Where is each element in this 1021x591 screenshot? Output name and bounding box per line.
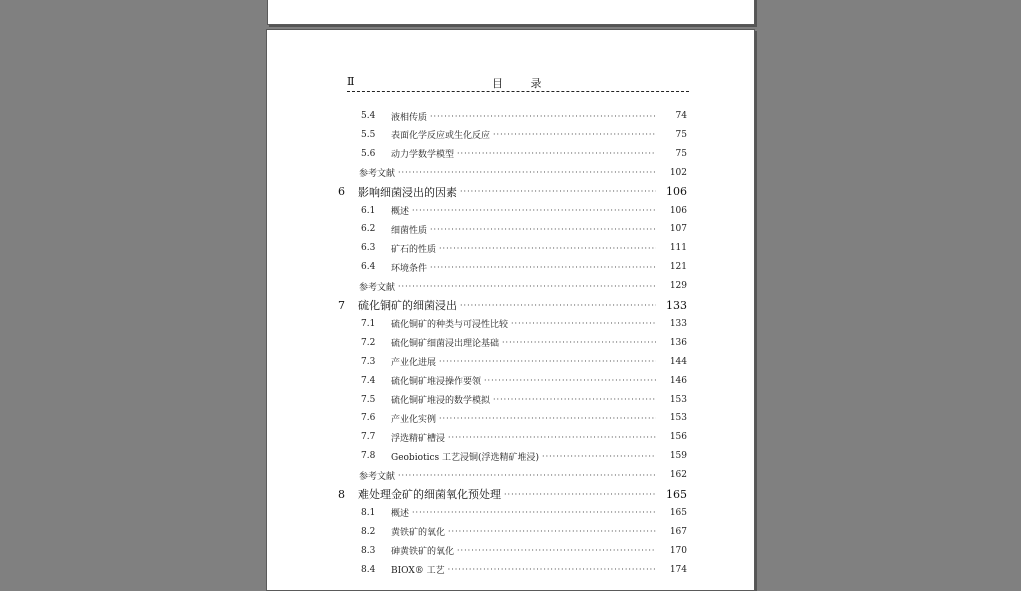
dot-leader [412, 206, 656, 215]
toc-section-row [267, 202, 754, 220]
dot-leader [412, 508, 656, 517]
toc-page-number: 156 [669, 432, 687, 443]
toc-page-number: 153 [669, 413, 687, 424]
toc-chapter-row [267, 183, 754, 201]
toc-ref-row [267, 277, 754, 295]
toc-title: 产业化进展 [391, 358, 437, 369]
toc-page-number: 102 [669, 167, 687, 178]
toc-page-number: 75 [675, 129, 687, 140]
toc-page-number: 162 [669, 470, 687, 481]
dot-leader [439, 414, 656, 423]
toc-number: 7.2 [361, 337, 376, 348]
toc-section-row [267, 561, 754, 579]
dot-leader [460, 301, 656, 310]
toc-title: 参考文献 [359, 169, 396, 180]
toc-section-row [267, 372, 754, 390]
toc-section-row [267, 504, 754, 522]
toc-chapter-row [267, 296, 754, 314]
toc-page-number: 107 [669, 224, 687, 235]
toc-title: 细菌性质 [391, 225, 428, 236]
toc-number: 7.1 [361, 318, 376, 329]
toc-number: 8.3 [361, 545, 376, 556]
toc-title: 液相传质 [391, 112, 428, 123]
toc-page-number: 75 [675, 148, 687, 159]
toc-section-row [267, 145, 754, 163]
header-rule [347, 91, 689, 92]
toc-number: 5.4 [361, 111, 376, 121]
dot-leader [430, 112, 656, 121]
dot-leader [511, 319, 656, 328]
toc-page-number: 170 [669, 545, 687, 556]
toc-section-row [267, 542, 754, 560]
toc-section-row [267, 126, 754, 144]
toc-page-number: 133 [666, 298, 687, 312]
dot-leader [448, 565, 656, 574]
dot-leader [502, 338, 656, 347]
toc-number: 5.5 [361, 129, 376, 140]
dot-leader [398, 471, 656, 480]
toc-page-number: 121 [669, 262, 687, 273]
dot-leader [460, 187, 656, 196]
toc-number: 7.3 [361, 356, 376, 367]
dot-leader [457, 149, 656, 158]
toc-section-row [267, 315, 754, 333]
dot-leader [439, 357, 656, 366]
toc-number: 7.6 [361, 413, 376, 424]
dot-leader [430, 225, 656, 234]
toc-page-number: 136 [669, 337, 687, 348]
toc-title: 硫化铜矿堆浸操作要领 [391, 377, 482, 388]
toc-title: 参考文献 [359, 282, 396, 293]
toc-number: 6.3 [361, 243, 376, 254]
toc-title: 矿石的性质 [391, 244, 437, 255]
toc-title: 砷黄铁矿的氧化 [391, 547, 455, 558]
toc-page-number: 165 [666, 487, 687, 501]
toc-page-number: 174 [669, 564, 687, 575]
toc-section-row [267, 409, 754, 427]
dot-leader [448, 433, 656, 442]
toc-page-number: 106 [669, 205, 687, 216]
toc-section-row [267, 391, 754, 409]
toc-number: 8.2 [361, 526, 376, 537]
toc-title: 参考文献 [359, 471, 396, 482]
toc-title: 概述 [391, 207, 410, 217]
toc-section-row [267, 428, 754, 446]
toc-page-number: 74 [675, 111, 687, 121]
toc-number: 6.2 [361, 224, 376, 235]
toc-chapter-row [267, 485, 754, 503]
toc-page-number: 144 [669, 356, 687, 367]
page-numeral: Ⅱ [347, 75, 355, 88]
toc-number: 5.6 [361, 148, 376, 159]
dot-leader [484, 376, 656, 385]
toc-title: 产业化实例 [391, 414, 437, 425]
toc-page-number: 159 [669, 451, 687, 462]
toc-title: 硫化铜矿的细菌浸出 [358, 299, 457, 312]
toc-page-number: 111 [669, 243, 687, 254]
dot-leader [493, 130, 656, 139]
toc-number: 8 [338, 487, 345, 501]
page-title: 目 录 [492, 77, 554, 90]
toc-section-row [267, 334, 754, 352]
toc-page-number: 167 [669, 526, 687, 537]
dot-leader [439, 244, 656, 253]
toc-title: 硫化铜矿细菌浸出理论基础 [391, 339, 500, 350]
toc-number: 8.4 [361, 564, 376, 575]
toc-title: 概述 [391, 509, 410, 520]
toc-number: 7.8 [361, 451, 376, 462]
toc-section-row [267, 107, 754, 125]
toc-section-row [267, 523, 754, 541]
toc-section-row [267, 220, 754, 238]
toc-title: 浮选精矿槽浸 [391, 433, 446, 444]
toc-number: 8.1 [361, 507, 376, 518]
toc-number: 7 [338, 298, 345, 312]
document-page [266, 29, 755, 591]
previous-page [267, 0, 755, 25]
toc-title: 硫化铜矿堆浸的数学模拟 [391, 396, 491, 406]
toc-section-row [267, 239, 754, 257]
toc-title: 难处理金矿的细菌氧化预处理 [358, 488, 501, 501]
toc-page-number: 129 [669, 281, 687, 292]
toc-title: 表面化学反应或生化反应 [391, 131, 491, 142]
toc-section-row [267, 258, 754, 276]
toc-title: Geobiotics 工艺浸铜(浮选精矿堆浸) [391, 452, 540, 463]
toc-page-number: 133 [669, 318, 687, 329]
toc-title: 动力学数学模型 [391, 150, 455, 161]
toc-number: 6 [338, 185, 345, 199]
dot-leader [542, 452, 656, 461]
page-header [267, 75, 754, 95]
toc-title: 黄铁矿的氧化 [391, 528, 446, 539]
toc-number: 6.4 [361, 262, 376, 273]
dot-leader [398, 282, 656, 291]
toc-page-number: 146 [669, 375, 687, 386]
dot-leader [430, 263, 656, 272]
toc-number: 7.7 [361, 432, 376, 443]
toc-ref-row [267, 466, 754, 484]
toc-title: 环境条件 [391, 263, 428, 274]
toc-page-number: 165 [669, 507, 687, 518]
toc-page-number: 106 [666, 185, 687, 199]
dot-leader [448, 527, 656, 536]
toc-title: 硫化铜矿的种类与可浸性比较 [391, 320, 509, 331]
toc-section-row [267, 353, 754, 371]
dot-leader [504, 490, 656, 499]
toc-number: 7.4 [361, 375, 376, 386]
dot-leader [398, 168, 656, 177]
toc-title: 影响细菌浸出的因素 [358, 185, 457, 199]
dot-leader [457, 546, 656, 555]
toc-section-row [267, 447, 754, 465]
toc-number: 7.5 [361, 394, 376, 405]
toc-page-number: 153 [669, 394, 687, 405]
dot-leader [493, 395, 656, 404]
toc-ref-row [267, 164, 754, 182]
toc-number: 6.1 [361, 205, 376, 216]
toc-title: BIOX® 工艺 [391, 566, 445, 577]
